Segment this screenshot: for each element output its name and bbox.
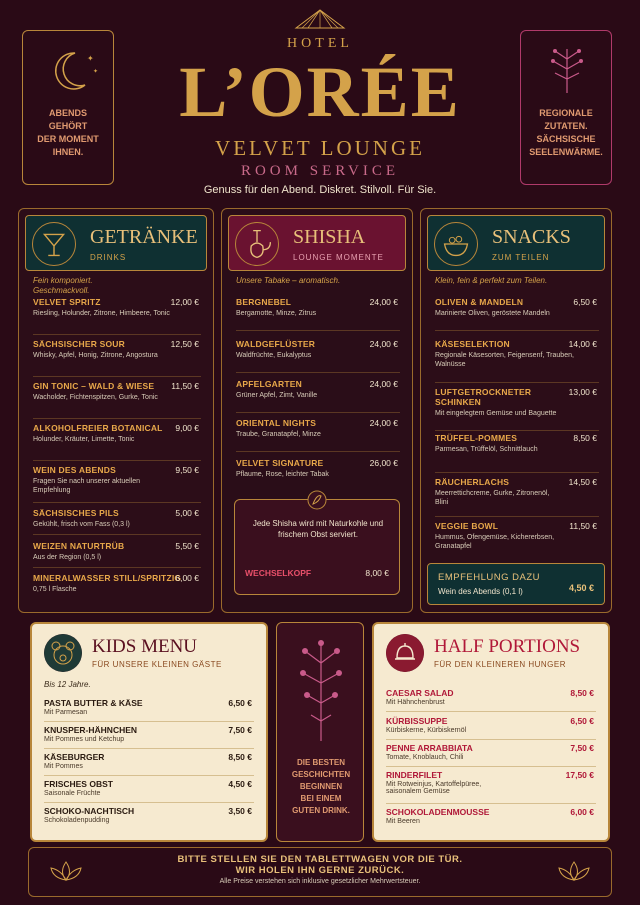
left-panel-line: ABENDS xyxy=(48,108,87,118)
middle-panel-line: BEI EINEM xyxy=(300,794,342,803)
shisha-note: Jede Shisha wird mit Naturkohle und frischem Obst serviert. xyxy=(252,519,384,539)
kids-subtitle: FÜR UNSERE KLEINEN GÄSTE xyxy=(92,660,222,669)
item-name: WEIZEN NATURTRÜB xyxy=(33,541,125,551)
menu-item xyxy=(236,297,400,331)
item-name: SCHOKO-NACHTISCH xyxy=(44,806,135,816)
item-desc: Mit Hähnchenbrust xyxy=(386,699,445,706)
item-desc: Kürbiskerne, Kürbiskernöl xyxy=(386,727,467,734)
snacks-intro: Klein, fein & perfekt zum Teilen. xyxy=(435,276,548,285)
bowl-icon xyxy=(434,222,478,266)
item-desc: Bergamotte, Minze, Zitrus xyxy=(236,310,317,317)
drinks-subtitle: DRINKS xyxy=(90,253,127,262)
moon-stars-icon xyxy=(23,45,115,95)
menu-item xyxy=(435,477,599,517)
item-price: 6,50 € xyxy=(228,698,252,708)
item-desc: Gekühlt, frisch vom Fass (0,3 l) xyxy=(33,521,130,528)
right-panel-line: ZUTATEN. xyxy=(544,121,588,131)
svg-text:✦: ✦ xyxy=(87,54,94,63)
item-name: KÄSESELEKTION xyxy=(435,339,510,349)
middle-quote-panel xyxy=(276,622,364,842)
item-name: KÄSEBURGER xyxy=(44,752,105,762)
menu-item xyxy=(33,465,201,503)
menu-item xyxy=(386,716,596,740)
item-name: FRISCHES OBST xyxy=(44,779,113,789)
recommendation-box xyxy=(427,563,605,605)
menu-item xyxy=(33,297,201,335)
kids-title: KIDS MENU xyxy=(92,636,198,657)
right-quote-panel xyxy=(520,30,612,185)
menu-item xyxy=(33,423,201,461)
middle-panel-line: GESCHICHTEN xyxy=(291,770,351,779)
right-panel-line: SEELENWÄRME. xyxy=(529,147,603,157)
svg-text:✦: ✦ xyxy=(93,69,99,75)
item-price: 5,50 € xyxy=(175,541,199,551)
item-desc: Saisonale Früchte xyxy=(44,790,101,797)
menu-item xyxy=(44,779,254,803)
item-desc: Mit Pommes xyxy=(44,763,83,770)
item-name: OLIVEN & MANDELN xyxy=(435,297,524,307)
item-desc: Aus der Region (0,5 l) xyxy=(33,554,102,561)
item-price: 7,50 € xyxy=(228,725,252,735)
item-name: BERGNEBEL xyxy=(236,297,292,307)
shisha-title: SHISHA xyxy=(293,226,366,248)
shisha-section xyxy=(221,208,413,613)
menu-item xyxy=(44,725,254,749)
middle-panel-line: DIE BESTEN xyxy=(296,758,345,767)
item-name: PENNE ARRABBIATA xyxy=(386,743,473,753)
item-name: SÄCHSISCHER SOUR xyxy=(33,339,125,349)
kids-intro: Bis 12 Jahre. xyxy=(44,680,91,689)
left-panel-line: DER MOMENT xyxy=(37,134,99,144)
item-name: KÜRBISSUPPE xyxy=(386,716,448,726)
item-name: PASTA BUTTER & KÄSE xyxy=(44,698,143,708)
item-name: KNUSPER-HÄHNCHEN xyxy=(44,725,138,735)
cloche-icon xyxy=(386,634,424,672)
snacks-header xyxy=(427,215,605,271)
item-name: SCHOKOLADENMOUSSE xyxy=(386,807,490,817)
item-desc: Pflaume, Rose, leichter Tabak xyxy=(236,471,329,478)
shisha-intro: Unsere Tabake – aromatisch. xyxy=(236,276,341,285)
menu-item xyxy=(435,297,599,331)
item-name: WALDGEFLÜSTER xyxy=(236,339,316,349)
item-price: 6,00 € xyxy=(175,573,199,583)
shisha-header xyxy=(228,215,406,271)
item-price: 14,00 € xyxy=(568,339,597,349)
item-desc: Mit Parmesan xyxy=(44,709,88,716)
hookah-icon xyxy=(235,222,279,266)
left-panel-line: IHNEN. xyxy=(52,147,84,157)
item-name: RÄUCHERLACHS xyxy=(435,477,510,487)
menu-item xyxy=(386,770,596,804)
tagline: Genuss für den Abend. Diskret. Stilvoll. Für Sie. xyxy=(203,184,437,196)
item-desc: Whisky, Apfel, Honig, Zitrone, Angostura xyxy=(33,352,158,359)
half-title: HALF PORTIONS xyxy=(434,636,581,657)
menu-item xyxy=(386,807,596,831)
lotus-icon xyxy=(49,858,83,884)
middle-panel-line: BEGINNEN xyxy=(299,782,343,791)
item-desc: 0,75 l Flasche xyxy=(33,586,77,593)
menu-item xyxy=(236,339,400,373)
menu-item xyxy=(435,387,599,431)
item-price: 9,00 € xyxy=(175,423,199,433)
snacks-subtitle: ZUM TEILEN xyxy=(492,253,550,262)
item-desc: Fragen Sie nach unserer aktuellen Empfehlung xyxy=(33,478,141,494)
item-price: 3,50 € xyxy=(228,806,252,816)
menu-item xyxy=(33,339,201,377)
item-desc: Holunder, Kräuter, Limette, Tonic xyxy=(33,436,135,443)
item-name: APFELGARTEN xyxy=(236,379,302,389)
item-price: 24,00 € xyxy=(369,339,398,349)
item-desc: Mit Beeren xyxy=(386,818,420,825)
hotel-label: HOTEL xyxy=(287,36,353,51)
berry-branch-icon xyxy=(521,45,613,95)
footer-line1: BITTE STELLEN SIE DEN TABLETTWAGEN VOR DIE TÜR. xyxy=(177,854,463,865)
menu-item xyxy=(435,433,599,473)
left-quote-panel xyxy=(22,30,114,185)
teddy-bear-icon xyxy=(44,634,82,672)
flower-branch-icon xyxy=(291,633,351,743)
item-desc: Traube, Granatapfel, Minze xyxy=(236,431,321,438)
footer-line2: WIR HOLEN IHN GERNE ZURÜCK. xyxy=(235,865,405,876)
snacks-section xyxy=(420,208,612,613)
item-price: 7,50 € xyxy=(570,743,594,753)
item-name: WEIN DES ABENDS xyxy=(33,465,116,475)
item-price: 11,50 € xyxy=(569,521,597,531)
middle-panel-line: GUTEN DRINK. xyxy=(292,806,350,815)
item-name: LUFTGETROCKNETER SCHINKEN xyxy=(435,387,532,407)
half-subtitle: FÜR DEN KLEINEREN HUNGER xyxy=(434,660,567,669)
right-panel-line: SÄCHSISCHE xyxy=(536,134,596,144)
item-name: ORIENTAL NIGHTS xyxy=(236,418,317,428)
footer-line3: Alle Preise verstehen sich inklusive gesetzlicher Mehrwertsteuer. xyxy=(219,878,421,885)
drinks-title: GETRÄNKE xyxy=(90,226,198,248)
item-price: 12,50 € xyxy=(170,339,199,349)
lounge-label: VELVET LOUNGE xyxy=(215,136,425,160)
menu-item xyxy=(236,458,400,486)
hotel-title: L’ORÉE xyxy=(179,52,461,132)
menu-item xyxy=(386,743,596,767)
recommendation-title: EMPFEHLUNG DAZU xyxy=(438,572,540,583)
item-desc: Waldfrüchte, Eukalyptus xyxy=(236,352,312,359)
shisha-subtitle: LOUNGE MOMENTE xyxy=(293,253,384,262)
extra-price: 8,00 € xyxy=(365,568,389,578)
recommendation-price: 4,50 € xyxy=(568,583,594,593)
drinks-header xyxy=(25,215,207,271)
menu-item xyxy=(33,541,201,568)
leaf-icon xyxy=(307,490,327,510)
left-panel-line: GEHÖRT xyxy=(48,121,88,131)
item-price: 8,50 € xyxy=(573,433,597,443)
menu-item xyxy=(33,508,201,535)
item-desc: Tomate, Knoblauch, Chili xyxy=(386,754,464,761)
menu-item xyxy=(44,698,254,722)
menu-item xyxy=(435,339,599,383)
extra-name: WECHSELKOPF xyxy=(245,568,312,578)
right-panel-line: REGIONALE xyxy=(539,108,593,118)
lotus-icon xyxy=(557,858,591,884)
menu-item xyxy=(33,573,201,600)
item-name: GIN TONIC – WALD & WIESE xyxy=(33,381,155,391)
item-name: ALKOHOLFREIER BOTANICAL xyxy=(33,423,163,433)
item-price: 8,50 € xyxy=(570,688,594,698)
item-price: 26,00 € xyxy=(369,458,398,468)
item-name: VELVET SPRITZ xyxy=(33,297,101,307)
footer xyxy=(28,847,612,897)
item-name: TRÜFFEL-POMMES xyxy=(435,433,518,443)
item-desc: Wacholder, Fichtenspitzen, Gurke, Tonic xyxy=(33,394,158,401)
cocktail-icon xyxy=(32,222,76,266)
item-desc: Hummus, Ofengemüse, Kichererbsen, Granatapfel xyxy=(435,534,555,550)
menu-item xyxy=(236,379,400,413)
shisha-note-box xyxy=(234,499,400,595)
menu-item xyxy=(44,752,254,776)
item-desc: Marinierte Oliven, geröstete Mandeln xyxy=(435,310,550,317)
item-desc: Mit Pommes und Ketchup xyxy=(44,736,125,743)
item-name: RINDERFILET xyxy=(386,770,443,780)
item-price: 24,00 € xyxy=(369,379,398,389)
drinks-section xyxy=(18,208,214,613)
item-price: 9,50 € xyxy=(175,465,199,475)
item-name: MINERALWASSER STILL/SPRITZIG xyxy=(33,573,182,583)
item-desc: Meerrettichcreme, Gurke, Zitronenöl, Blini xyxy=(435,490,550,506)
item-desc: Mit Rotweinjus, Kartoffelpüree, saisonalem Gemüse xyxy=(386,781,482,795)
item-price: 13,00 € xyxy=(568,387,597,397)
item-name: CAESAR SALAD xyxy=(386,688,454,698)
item-price: 6,50 € xyxy=(570,716,594,726)
item-price: 6,00 € xyxy=(570,807,594,817)
item-price: 12,00 € xyxy=(170,297,199,307)
recommendation-desc: Wein des Abends (0,1 l) xyxy=(438,587,523,596)
menu-item xyxy=(435,521,599,557)
item-price: 24,00 € xyxy=(369,297,398,307)
item-desc: Regionale Käsesorten, Feigensenf, Trauben, Walnüsse xyxy=(435,352,574,368)
menu-item xyxy=(386,688,596,712)
item-desc: Grüner Apfel, Zimt, Vanille xyxy=(236,392,318,399)
item-name: VELVET SIGNATURE xyxy=(236,458,324,468)
menu-item xyxy=(33,381,201,419)
item-desc: Mit eingelegtem Gemüse und Baguette xyxy=(435,410,557,417)
snacks-title: SNACKS xyxy=(492,226,571,248)
item-desc: Parmesan, Trüffelöl, Schnittlauch xyxy=(435,446,538,453)
item-price: 24,00 € xyxy=(369,418,398,428)
room-service-label: ROOM SERVICE xyxy=(240,163,400,179)
menu-item xyxy=(44,806,254,830)
item-price: 4,50 € xyxy=(228,779,252,789)
drinks-intro: Fein komponiert. Geschmackvoll. xyxy=(33,276,93,295)
menu-item xyxy=(236,418,400,452)
item-name: SÄCHSISCHES PILS xyxy=(33,508,119,518)
item-desc: Schokoladenpudding xyxy=(44,817,110,824)
kids-menu-section xyxy=(30,622,268,842)
item-price: 14,50 € xyxy=(568,477,597,487)
item-price: 5,00 € xyxy=(175,508,199,518)
half-portions-section xyxy=(372,622,610,842)
art-deco-fan-icon xyxy=(292,8,348,30)
item-price: 6,50 € xyxy=(573,297,597,307)
item-desc: Riesling, Holunder, Zitrone, Himbeere, Tonic xyxy=(33,310,170,317)
item-price: 8,50 € xyxy=(228,752,252,762)
item-price: 17,50 € xyxy=(565,770,594,780)
item-name: VEGGIE BOWL xyxy=(435,521,499,531)
item-price: 11,50 € xyxy=(171,381,199,391)
